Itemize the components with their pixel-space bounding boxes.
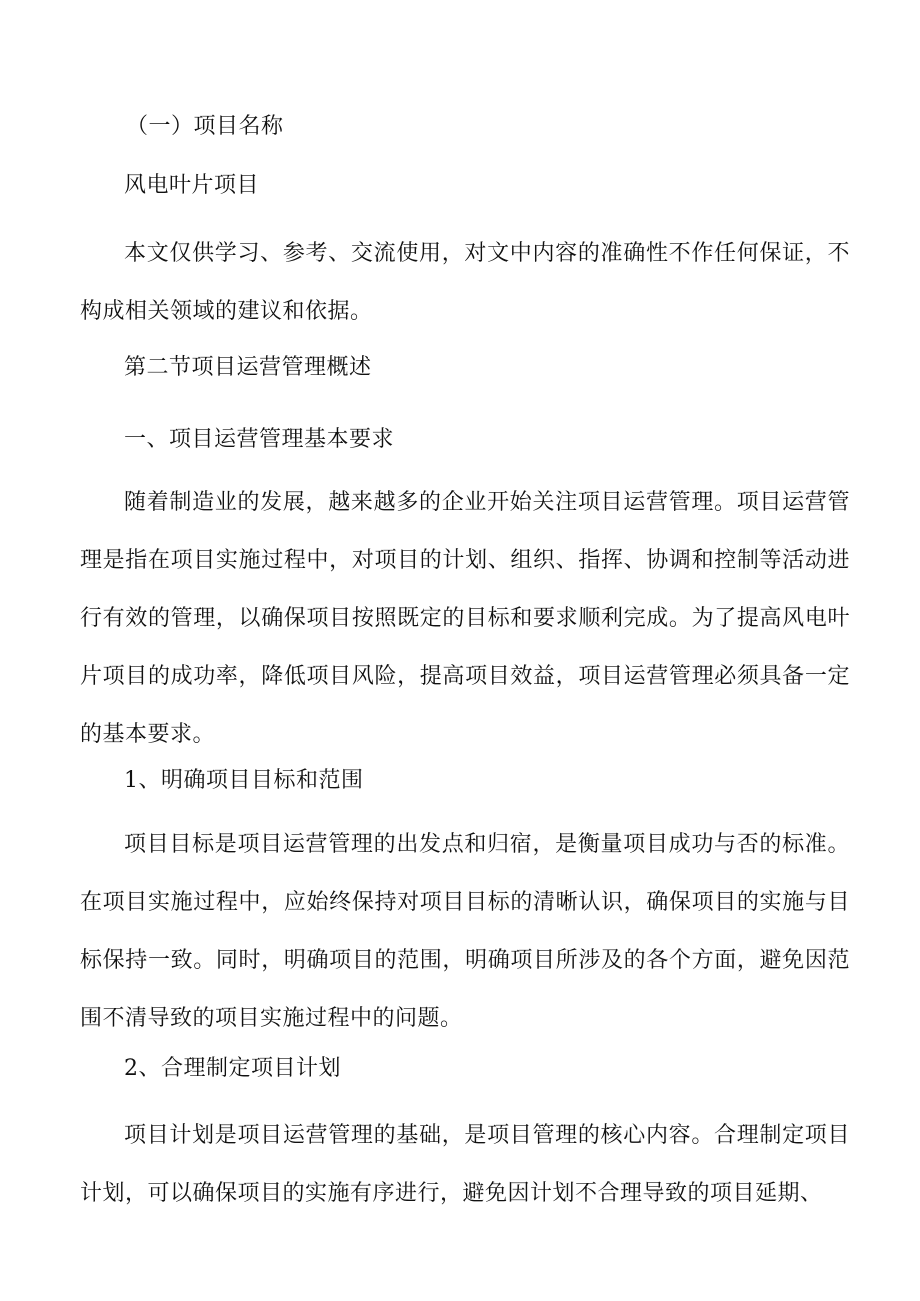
point-1-title: 1、明确项目目标和范围 — [124, 768, 364, 793]
section-label: （一）项目名称 — [126, 114, 284, 139]
intro-paragraph: 随着制造业的发展，越来越多的企业开始关注项目运营管理。项目运营管理是指在项目实施过程中，对项目的计划、组织、指挥、协调和控制等活动进行有效的管理，以确保项目按照既定的目标和要求顺利完成。为了提高风电叶片项目的成功率，降低项目风险，提高项目效益，项目运营管理必须具备一定的基本要求。 — [80, 490, 850, 747]
objectives-paragraph: 项目目标是项目运营管理的出发点和归宿，是衡量项目成功与否的标准。在项目实施过程中，应始终保持对项目目标的清晰认识，确保项目的实施与目标保持一致。同时，明确项目的范围，明确项目所涉及的各个方面，避免因范围不清导致的项目实施过程中的问题。 — [80, 832, 850, 1031]
project-name: 风电叶片项目 — [124, 173, 260, 198]
subheading-requirements: 一、项目运营管理基本要求 — [124, 427, 395, 452]
chapter-heading: 第二节项目运营管理概述 — [124, 355, 372, 380]
disclaimer-paragraph: 本文仅供学习、参考、交流使用，对文中内容的准确性不作任何保证，不构成相关领域的建议和依据。 — [80, 241, 850, 324]
plan-paragraph: 项目计划是项目运营管理的基础，是项目管理的核心内容。合理制定项目计划，可以确保项目的实施有序进行，避免因计划不合理导致的项目延期、 — [80, 1123, 850, 1206]
point-2-title: 2、合理制定项目计划 — [124, 1056, 341, 1081]
